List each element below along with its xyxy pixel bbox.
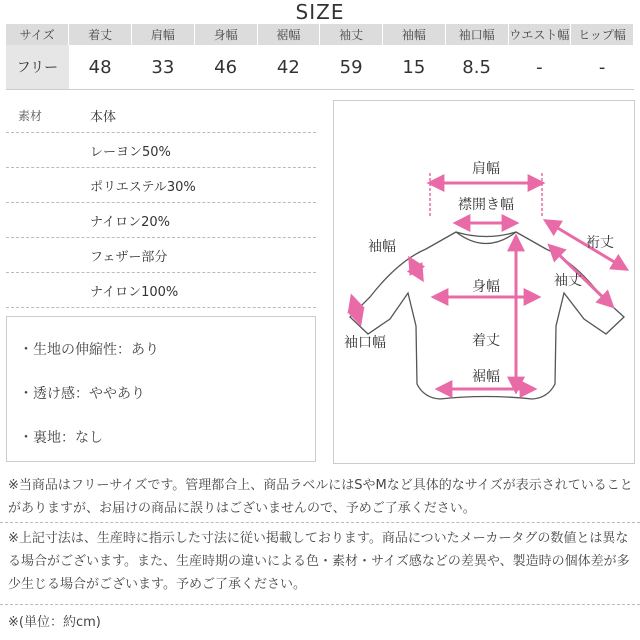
material-row bbox=[6, 273, 316, 308]
note-divider bbox=[0, 604, 640, 605]
garment-diagram bbox=[334, 101, 634, 463]
material-line: レーヨン50% bbox=[90, 144, 171, 160]
material-row bbox=[6, 203, 316, 238]
measurement-diagram bbox=[333, 100, 635, 464]
header-hem: 裾幅 bbox=[257, 24, 320, 45]
shoulder-label: 肩幅 bbox=[472, 161, 500, 177]
materials-list bbox=[6, 98, 316, 308]
header-length: 着丈 bbox=[69, 24, 132, 45]
cuff-label: 袖口幅 bbox=[344, 335, 386, 351]
free-size-note: ※当商品はフリーサイズです。管理都合上、商品ラベルにはSやMなど具体的なサイズが表示されていることがありますが、お届けの商品に誤りはございませんので、予めご了承ください。 bbox=[8, 478, 633, 516]
header-sleeve-width: 袖幅 bbox=[383, 24, 446, 45]
material-row bbox=[6, 133, 316, 168]
sleeve-width-arrow bbox=[410, 259, 422, 279]
yuki-label: 裄丈 bbox=[586, 235, 614, 251]
material-line: フェザー部分 bbox=[90, 249, 168, 265]
material-row bbox=[6, 168, 316, 203]
sheer-property: ・透け感：ややあり bbox=[19, 386, 145, 402]
length-label: 着丈 bbox=[472, 333, 500, 349]
cell-size: フリー bbox=[6, 45, 69, 90]
table-row bbox=[6, 45, 634, 90]
cuff-arrow bbox=[352, 297, 360, 323]
size-table bbox=[6, 24, 634, 90]
material-line: 本体 bbox=[90, 109, 117, 125]
sleeve-length-label: 袖丈 bbox=[554, 273, 582, 289]
body-width-label: 身幅 bbox=[472, 279, 500, 295]
unit-note: ※(単位：約cm) bbox=[8, 615, 101, 630]
cell-body-width: 46 bbox=[194, 45, 257, 90]
header-sleeve-length: 袖丈 bbox=[320, 24, 383, 45]
stretch-property: ・生地の伸縮性：あり bbox=[19, 342, 159, 358]
cell-length: 48 bbox=[69, 45, 132, 90]
fabric-properties-box bbox=[6, 316, 316, 462]
hem-label: 裾幅 bbox=[472, 369, 500, 385]
neck-label: 襟開き幅 bbox=[458, 197, 514, 213]
table-header-row bbox=[6, 24, 634, 45]
header-body-width: 身幅 bbox=[194, 24, 257, 45]
sleeve-width-label: 袖幅 bbox=[368, 239, 396, 255]
header-waist: ウエスト幅 bbox=[508, 24, 571, 45]
cell-waist: - bbox=[508, 45, 571, 90]
cell-sleeve-length: 59 bbox=[320, 45, 383, 90]
lining-property: ・裏地：なし bbox=[19, 430, 103, 446]
cell-shoulder: 33 bbox=[132, 45, 195, 90]
header-shoulder: 肩幅 bbox=[132, 24, 195, 45]
measurement-note: ※上記寸法は、生産時に指示した寸法に従い掲載しております。商品についたメーカータグの数値とは異なる場合がございます。また、生産時期の違いによる色・素材・サイズ感などの差異や、製造時の個体差が多少生じる場合がございます。予めご了承ください。 bbox=[8, 531, 630, 592]
cell-cuff: 8.5 bbox=[445, 45, 508, 90]
header-size: サイズ bbox=[6, 24, 69, 45]
material-row bbox=[6, 238, 316, 273]
material-line: ポリエステル30% bbox=[90, 179, 196, 195]
note-divider bbox=[0, 522, 640, 523]
material-row bbox=[6, 98, 316, 133]
cell-sleeve-width: 15 bbox=[383, 45, 446, 90]
cell-hip: - bbox=[571, 45, 634, 90]
material-line: ナイロン20% bbox=[90, 214, 170, 230]
header-hip: ヒップ幅 bbox=[571, 24, 634, 45]
cell-hem: 42 bbox=[257, 45, 320, 90]
page-title: SIZE bbox=[295, 0, 345, 24]
header-cuff: 袖口幅 bbox=[445, 24, 508, 45]
material-label: 素材 bbox=[18, 108, 43, 123]
material-line: ナイロン100% bbox=[90, 284, 179, 300]
